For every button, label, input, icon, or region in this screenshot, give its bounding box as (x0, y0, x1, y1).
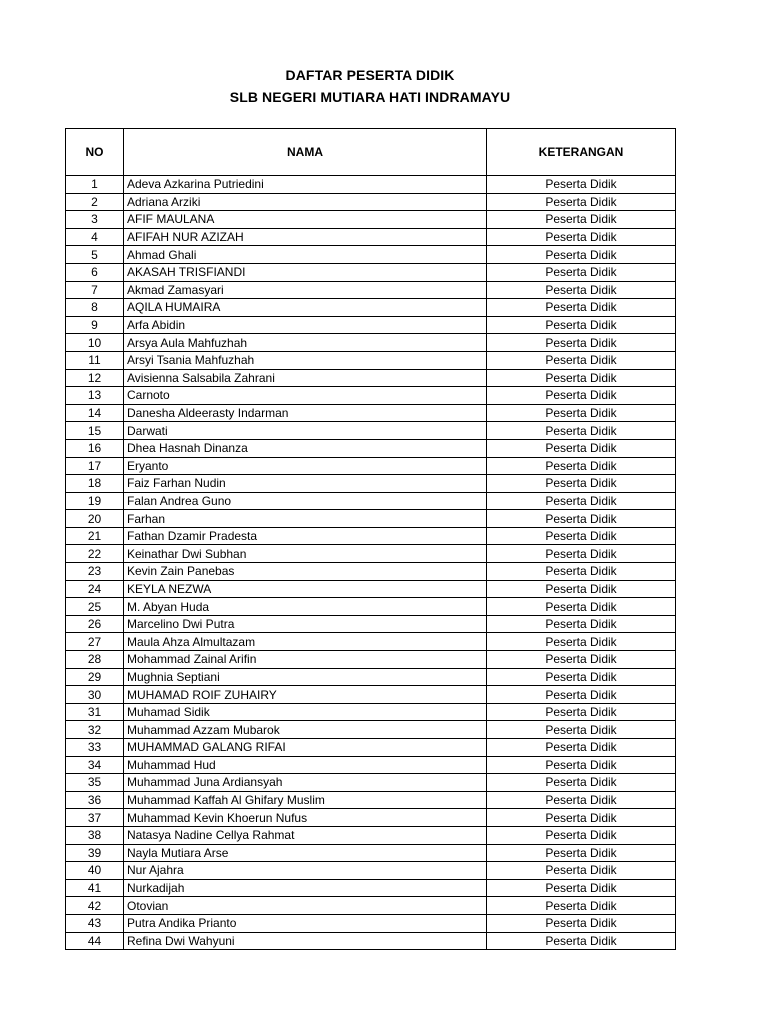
row-number-cell: 34 (66, 756, 124, 774)
table-row (66, 281, 676, 299)
table-row (66, 387, 676, 405)
student-name-cell: AQILA HUMAIRA (124, 299, 487, 317)
row-number-cell: 43 (66, 914, 124, 932)
student-name-cell: Akmad Zamasyari (124, 281, 487, 299)
row-number-cell: 1 (66, 176, 124, 194)
row-number-cell: 32 (66, 721, 124, 739)
row-number-cell: 4 (66, 228, 124, 246)
table-header (66, 129, 676, 176)
keterangan-cell: Peserta Didik (487, 651, 676, 669)
table-row (66, 774, 676, 792)
keterangan-cell: Peserta Didik (487, 492, 676, 510)
student-name-cell: AFIF MAULANA (124, 211, 487, 229)
row-number-cell: 30 (66, 686, 124, 704)
keterangan-cell: Peserta Didik (487, 756, 676, 774)
keterangan-cell: Peserta Didik (487, 334, 676, 352)
table-row (66, 228, 676, 246)
table-row (66, 862, 676, 880)
document-subtitle: SLB NEGERI MUTIARA HATI INDRAMAYU (229, 89, 511, 105)
row-number-cell: 31 (66, 703, 124, 721)
table-row (66, 510, 676, 528)
row-number-cell: 13 (66, 387, 124, 405)
row-number-cell: 36 (66, 791, 124, 809)
row-number-cell: 37 (66, 809, 124, 827)
keterangan-cell: Peserta Didik (487, 844, 676, 862)
table-row (66, 580, 676, 598)
keterangan-cell: Peserta Didik (487, 193, 676, 211)
table-row (66, 316, 676, 334)
row-number-cell: 27 (66, 633, 124, 651)
table-row (66, 844, 676, 862)
row-number-cell: 39 (66, 844, 124, 862)
column-header-nama: NAMA (124, 129, 487, 176)
student-name-cell: Otovian (124, 897, 487, 915)
keterangan-cell: Peserta Didik (487, 668, 676, 686)
keterangan-cell: Peserta Didik (487, 316, 676, 334)
row-number-cell: 41 (66, 879, 124, 897)
table-row (66, 633, 676, 651)
keterangan-cell: Peserta Didik (487, 774, 676, 792)
student-name-cell: Muhammad Kevin Khoerun Nufus (124, 809, 487, 827)
row-number-cell: 19 (66, 492, 124, 510)
student-name-cell: Ahmad Ghali (124, 246, 487, 264)
student-name-cell: Arfa Abidin (124, 316, 487, 334)
column-header-no: NO (66, 129, 124, 176)
table-row (66, 475, 676, 493)
keterangan-cell: Peserta Didik (487, 791, 676, 809)
student-name-cell: Eryanto (124, 457, 487, 475)
student-name-cell: Keinathar Dwi Subhan (124, 545, 487, 563)
keterangan-cell: Peserta Didik (487, 211, 676, 229)
student-name-cell: Muhammad Azzam Mubarok (124, 721, 487, 739)
row-number-cell: 16 (66, 439, 124, 457)
table-row (66, 369, 676, 387)
table-row (66, 651, 676, 669)
table-row (66, 351, 676, 369)
keterangan-cell: Peserta Didik (487, 633, 676, 651)
student-name-cell: Adriana Arziki (124, 193, 487, 211)
row-number-cell: 17 (66, 457, 124, 475)
keterangan-cell: Peserta Didik (487, 826, 676, 844)
table-row (66, 932, 676, 950)
keterangan-cell: Peserta Didik (487, 475, 676, 493)
student-name-cell: Arsya Aula Mahfuzhah (124, 334, 487, 352)
student-name-cell: Arsyi Tsania Mahfuzhah (124, 351, 487, 369)
row-number-cell: 38 (66, 826, 124, 844)
document-header (0, 64, 740, 108)
table-row (66, 826, 676, 844)
row-number-cell: 25 (66, 598, 124, 616)
row-number-cell: 21 (66, 527, 124, 545)
row-number-cell: 40 (66, 862, 124, 880)
table-row (66, 193, 676, 211)
student-roster-table (65, 128, 676, 950)
table-row (66, 809, 676, 827)
keterangan-cell: Peserta Didik (487, 351, 676, 369)
keterangan-cell: Peserta Didik (487, 563, 676, 581)
keterangan-cell: Peserta Didik (487, 580, 676, 598)
table-row (66, 299, 676, 317)
row-number-cell: 2 (66, 193, 124, 211)
row-number-cell: 24 (66, 580, 124, 598)
keterangan-cell: Peserta Didik (487, 299, 676, 317)
table-row (66, 545, 676, 563)
keterangan-cell: Peserta Didik (487, 510, 676, 528)
keterangan-cell: Peserta Didik (487, 281, 676, 299)
student-name-cell: Adeva Azkarina Putriedini (124, 176, 487, 194)
table-row (66, 563, 676, 581)
row-number-cell: 28 (66, 651, 124, 669)
keterangan-cell: Peserta Didik (487, 439, 676, 457)
table-row (66, 756, 676, 774)
table-row (66, 492, 676, 510)
keterangan-cell: Peserta Didik (487, 739, 676, 757)
student-name-cell: M. Abyan Huda (124, 598, 487, 616)
row-number-cell: 11 (66, 351, 124, 369)
student-name-cell: KEYLA NEZWA (124, 580, 487, 598)
keterangan-cell: Peserta Didik (487, 422, 676, 440)
student-name-cell: Mohammad Zainal Arifin (124, 651, 487, 669)
table-row (66, 439, 676, 457)
student-name-cell: MUHAMMAD GALANG RIFAI (124, 739, 487, 757)
keterangan-cell: Peserta Didik (487, 387, 676, 405)
student-name-cell: Danesha Aldeerasty Indarman (124, 404, 487, 422)
table-row (66, 897, 676, 915)
row-number-cell: 26 (66, 615, 124, 633)
row-number-cell: 22 (66, 545, 124, 563)
student-name-cell: Avisienna Salsabila Zahrani (124, 369, 487, 387)
student-name-cell: Maula Ahza Almultazam (124, 633, 487, 651)
table-row (66, 739, 676, 757)
row-number-cell: 18 (66, 475, 124, 493)
row-number-cell: 42 (66, 897, 124, 915)
table-row (66, 457, 676, 475)
student-name-cell: Darwati (124, 422, 487, 440)
row-number-cell: 12 (66, 369, 124, 387)
table-row (66, 422, 676, 440)
table-body (66, 176, 676, 950)
keterangan-cell: Peserta Didik (487, 932, 676, 950)
keterangan-cell: Peserta Didik (487, 721, 676, 739)
row-number-cell: 20 (66, 510, 124, 528)
table-row (66, 246, 676, 264)
student-name-cell: Farhan (124, 510, 487, 528)
table-row (66, 598, 676, 616)
student-name-cell: Muhammad Kaffah Al Ghifary Muslim (124, 791, 487, 809)
keterangan-cell: Peserta Didik (487, 615, 676, 633)
row-number-cell: 9 (66, 316, 124, 334)
row-number-cell: 29 (66, 668, 124, 686)
row-number-cell: 10 (66, 334, 124, 352)
row-number-cell: 23 (66, 563, 124, 581)
keterangan-cell: Peserta Didik (487, 369, 676, 387)
keterangan-cell: Peserta Didik (487, 598, 676, 616)
row-number-cell: 7 (66, 281, 124, 299)
table-row (66, 527, 676, 545)
row-number-cell: 3 (66, 211, 124, 229)
row-number-cell: 6 (66, 263, 124, 281)
keterangan-cell: Peserta Didik (487, 897, 676, 915)
keterangan-cell: Peserta Didik (487, 176, 676, 194)
keterangan-cell: Peserta Didik (487, 914, 676, 932)
row-number-cell: 5 (66, 246, 124, 264)
table-row (66, 668, 676, 686)
row-number-cell: 8 (66, 299, 124, 317)
student-name-cell: Faiz Farhan Nudin (124, 475, 487, 493)
student-name-cell: Muhamad Sidik (124, 703, 487, 721)
keterangan-cell: Peserta Didik (487, 246, 676, 264)
student-name-cell: Nurkadijah (124, 879, 487, 897)
student-name-cell: Kevin Zain Panebas (124, 563, 487, 581)
table-row (66, 334, 676, 352)
student-name-cell: Mughnia Septiani (124, 668, 487, 686)
keterangan-cell: Peserta Didik (487, 404, 676, 422)
column-header-keterangan: KETERANGAN (487, 129, 676, 176)
student-name-cell: Refina Dwi Wahyuni (124, 932, 487, 950)
student-name-cell: Dhea Hasnah Dinanza (124, 439, 487, 457)
table-row (66, 914, 676, 932)
student-name-cell: Muhammad Hud (124, 756, 487, 774)
keterangan-cell: Peserta Didik (487, 457, 676, 475)
row-number-cell: 15 (66, 422, 124, 440)
keterangan-cell: Peserta Didik (487, 809, 676, 827)
table-row (66, 404, 676, 422)
keterangan-cell: Peserta Didik (487, 686, 676, 704)
student-name-cell: Nayla Mutiara Arse (124, 844, 487, 862)
student-name-cell: Fathan Dzamir Pradesta (124, 527, 487, 545)
row-number-cell: 33 (66, 739, 124, 757)
table-row (66, 176, 676, 194)
student-name-cell: AKASAH TRISFIANDI (124, 263, 487, 281)
table-header-row (66, 129, 676, 176)
keterangan-cell: Peserta Didik (487, 879, 676, 897)
student-name-cell: Marcelino Dwi Putra (124, 615, 487, 633)
student-name-cell: Natasya Nadine Cellya Rahmat (124, 826, 487, 844)
student-name-cell: AFIFAH NUR AZIZAH (124, 228, 487, 246)
table-row (66, 703, 676, 721)
keterangan-cell: Peserta Didik (487, 527, 676, 545)
student-name-cell: Falan Andrea Guno (124, 492, 487, 510)
table-row (66, 686, 676, 704)
student-name-cell: Carnoto (124, 387, 487, 405)
row-number-cell: 14 (66, 404, 124, 422)
table-row (66, 721, 676, 739)
student-name-cell: Muhammad Juna Ardiansyah (124, 774, 487, 792)
student-name-cell: Nur Ajahra (124, 862, 487, 880)
keterangan-cell: Peserta Didik (487, 862, 676, 880)
table-row (66, 791, 676, 809)
table-row (66, 879, 676, 897)
table-row (66, 263, 676, 281)
keterangan-cell: Peserta Didik (487, 545, 676, 563)
table-row (66, 211, 676, 229)
row-number-cell: 44 (66, 932, 124, 950)
document-title: DAFTAR PESERTA DIDIK (285, 67, 455, 83)
row-number-cell: 35 (66, 774, 124, 792)
keterangan-cell: Peserta Didik (487, 263, 676, 281)
student-name-cell: Putra Andika Prianto (124, 914, 487, 932)
keterangan-cell: Peserta Didik (487, 228, 676, 246)
keterangan-cell: Peserta Didik (487, 703, 676, 721)
student-name-cell: MUHAMAD ROIF ZUHAIRY (124, 686, 487, 704)
table-row (66, 615, 676, 633)
